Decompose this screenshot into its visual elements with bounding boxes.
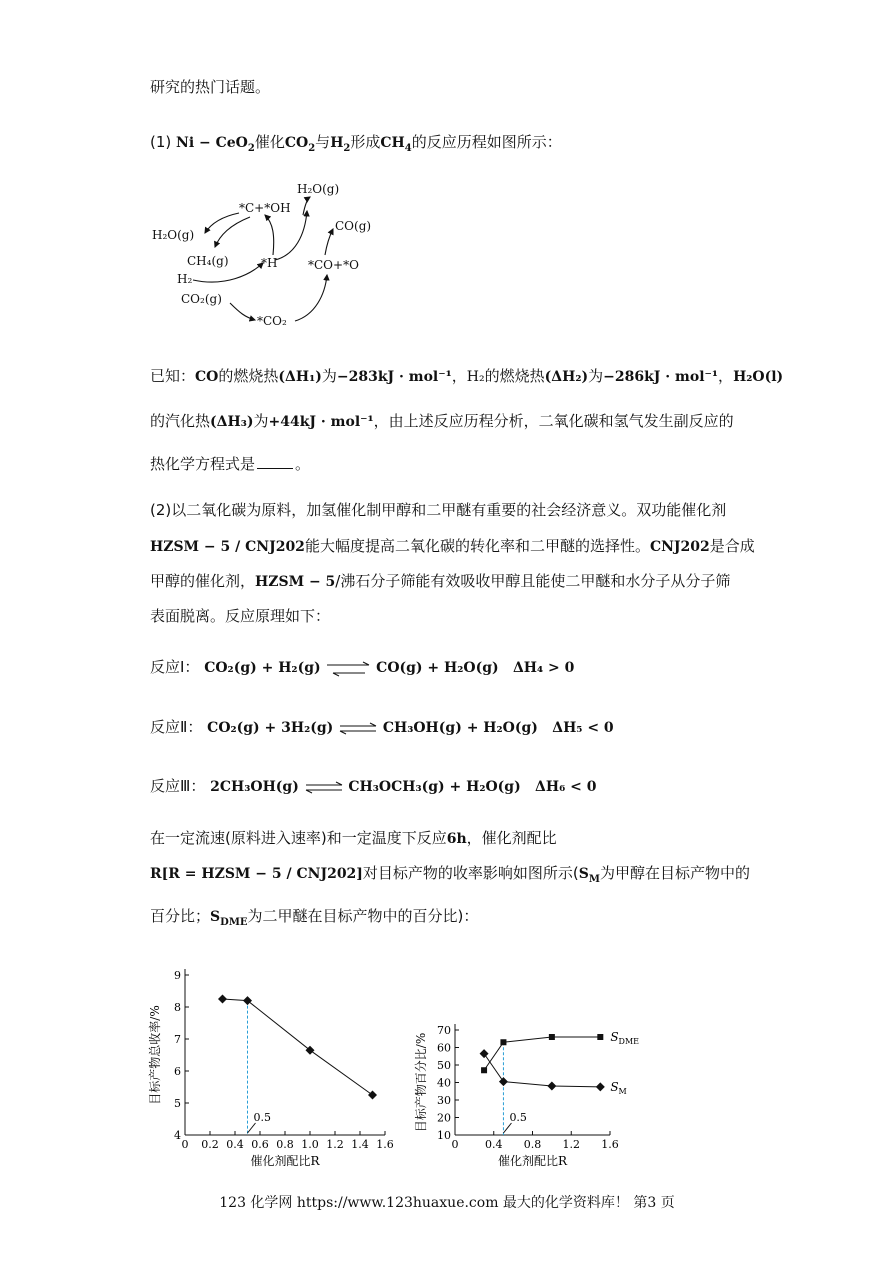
q1-ch4: $CH_4$ (380, 135, 412, 154)
legend-label-1: $S_M$ (610, 1079, 627, 1096)
y-tick-label: 9 (174, 969, 181, 982)
answer-blank[interactable] (257, 468, 293, 469)
y-tick-label: 10 (437, 1129, 451, 1142)
arrow-h-to-coh (265, 215, 274, 255)
x-tick-label: 1.0 (301, 1138, 319, 1151)
y-tick-label: 60 (437, 1041, 451, 1055)
intro-tail: 研究的热门话题。 (150, 78, 271, 96)
q1-text-1: 催化 (254, 133, 285, 151)
x-tick-label: 0.4 (485, 1138, 503, 1151)
x-tick-label: 1.6 (601, 1138, 619, 1151)
chart-product-percentage (410, 1015, 670, 1175)
data-point-diamond (306, 1046, 315, 1055)
series-line-0 (223, 999, 373, 1095)
label-co-g: CO(g) (335, 219, 372, 233)
reaction-mechanism-diagram (145, 175, 385, 335)
x-tick-label: 0.2 (201, 1138, 219, 1151)
cond-line-1: 在一定流速(原料进入速率)和一定温度下反应6h，催化剂配比 (150, 829, 557, 847)
legend-label-0: $S_{DME}$ (610, 1030, 639, 1046)
x-tick-label: 0.8 (523, 1138, 542, 1151)
arrow-co2-to-co2star (230, 303, 255, 320)
x-tick-label: 1.6 (376, 1138, 394, 1151)
q1-catalyst: Ni − CeO$_2$ (176, 135, 255, 154)
y-tick-label: 50 (437, 1059, 451, 1072)
label-h2o-left: H₂O(g) (152, 228, 195, 242)
page-footer: 123 化学网 https://www.123huaxue.com 最大的化学资料库！ 第3 页 (219, 1195, 675, 1211)
q1-co2: $CO_2$ (284, 135, 316, 154)
q2-line-4: 表面脱离。反应原理如下： (150, 607, 331, 625)
y-tick-label: 70 (437, 1024, 451, 1037)
chart-total-yield (150, 960, 400, 1175)
x-tick-label: 0.8 (276, 1138, 294, 1151)
annotation-label: 0.5 (253, 1111, 271, 1124)
data-point-diamond (368, 1091, 377, 1100)
x-tick-label: 1.4 (351, 1138, 369, 1151)
label-co-o: *CO+*O (308, 258, 359, 272)
reaction-1: 反应Ⅰ： CO₂(g) + H₂(g) CO(g) + H₂O(g) ΔH₄ > 0 (150, 658, 575, 676)
equilibrium-arrow-1 (325, 660, 371, 676)
y-tick-label: 4 (174, 1129, 181, 1142)
reaction-2: 反应Ⅱ： CO₂(g) + 3H₂(g) CH₃OH(g) + H₂O(g) ΔH₅ < 0 (150, 718, 614, 736)
data-point-square (549, 1034, 555, 1040)
y-tick-label: 40 (437, 1076, 451, 1090)
y-tick-label: 7 (174, 1033, 181, 1046)
y-axis-label: 目标产物百分比/% (414, 1032, 428, 1133)
arrow-h-to-coo (275, 211, 307, 260)
y-axis-label: 目标产物总收率/% (148, 1005, 162, 1105)
known-line-3: 热化学方程式是 。 (150, 455, 311, 473)
x-axis-label: 催化剂配比R (250, 1154, 320, 1168)
y-tick-label: 8 (174, 1001, 181, 1014)
y-tick-label: 30 (437, 1094, 451, 1107)
equilibrium-arrow-2 (338, 721, 378, 735)
data-point-square (481, 1067, 487, 1073)
data-point-diamond (547, 1082, 556, 1091)
annotation-pointer (248, 1123, 256, 1133)
x-tick-label: 0 (181, 1138, 189, 1151)
reaction-3: 反应Ⅲ： 2CH₃OH(g) CH₃OCH₃(g) + H₂O(g) ΔH₆ < 0 (150, 777, 597, 795)
data-point-square (500, 1039, 506, 1045)
x-tick-label: 0.4 (226, 1138, 244, 1151)
label-co2-g: CO₂(g) (181, 292, 222, 306)
label-h-star: *H (261, 256, 278, 270)
x-tick-label: 0 (451, 1138, 459, 1151)
q2-line-1: (2)以二氧化碳为原料，加氢催化制甲醇和二甲醚有重要的社会经济意义。双功能催化剂 (150, 501, 727, 519)
x-tick-label: 1.2 (326, 1138, 344, 1151)
y-tick-label: 20 (437, 1111, 451, 1125)
q1-h2: $H_2$ (330, 135, 351, 154)
label-ch4: CH₄(g) (187, 254, 229, 268)
label-h2: H₂ (177, 272, 193, 286)
label-co2-star: *CO₂ (257, 314, 287, 328)
q1-text-3: 形成 (350, 133, 381, 151)
equilibrium-arrow-3 (304, 780, 344, 794)
arrow-coo-to-cog (325, 229, 333, 255)
arrow-ch4-to-h2o (205, 213, 239, 233)
q1-text-2: 与 (315, 133, 331, 151)
label-c-oh: *C+*OH (239, 201, 291, 215)
known-line-1: 已知：CO的燃烧热(ΔH₁)为−283kJ · mol⁻¹，H₂的燃烧热(ΔH₂)为−286kJ · mol⁻¹，H₂O(l) (150, 367, 784, 385)
arrow-coh-to-ch4 (215, 217, 250, 247)
data-point-diamond (243, 996, 252, 1005)
known-line-2: 的汽化热(ΔH₃)为+44kJ · mol⁻¹，由上述反应历程分析，二氧化碳和氢气发生副反应的 (150, 412, 734, 430)
annotation-label: 0.5 (509, 1111, 527, 1124)
q2-line-3: 甲醇的催化剂，HZSM − 5/沸石分子筛能有效吸收甲醇且能使二甲醚和水分子从分子筛 (150, 572, 731, 590)
data-point-diamond (480, 1049, 489, 1058)
q1-number: (1) (150, 133, 172, 151)
x-tick-label: 0.6 (251, 1138, 269, 1151)
data-point-diamond (596, 1082, 605, 1091)
q2-line-2: HZSM − 5 / CNJ202能大幅度提高二氧化碳的转化率和二甲醚的选择性。CNJ202是合成 (150, 537, 755, 555)
arrow-co2star-to-coo (295, 275, 327, 321)
data-point-square (597, 1034, 603, 1040)
x-axis-label: 催化剂配比R (497, 1154, 568, 1168)
x-tick-label: 1.2 (562, 1138, 580, 1151)
cond-line-3: 百分比；$S_{DME}$为二甲醚在目标产物中的百分比)： (150, 907, 479, 928)
question-1 (150, 131, 562, 154)
y-tick-label: 6 (174, 1065, 181, 1078)
data-point-diamond (218, 995, 227, 1004)
data-point-diamond (499, 1077, 508, 1086)
q1-text-4: 的反应历程如图所示： (411, 133, 562, 151)
cond-line-2: R[R = HZSM − 5 / CNJ202]对目标产物的收率影响如图所示($S_M$为甲醇在目标产物中的 (150, 864, 750, 885)
annotation-pointer (503, 1123, 511, 1133)
y-tick-label: 5 (174, 1097, 181, 1110)
label-h2o-top: H₂O(g) (297, 182, 340, 196)
